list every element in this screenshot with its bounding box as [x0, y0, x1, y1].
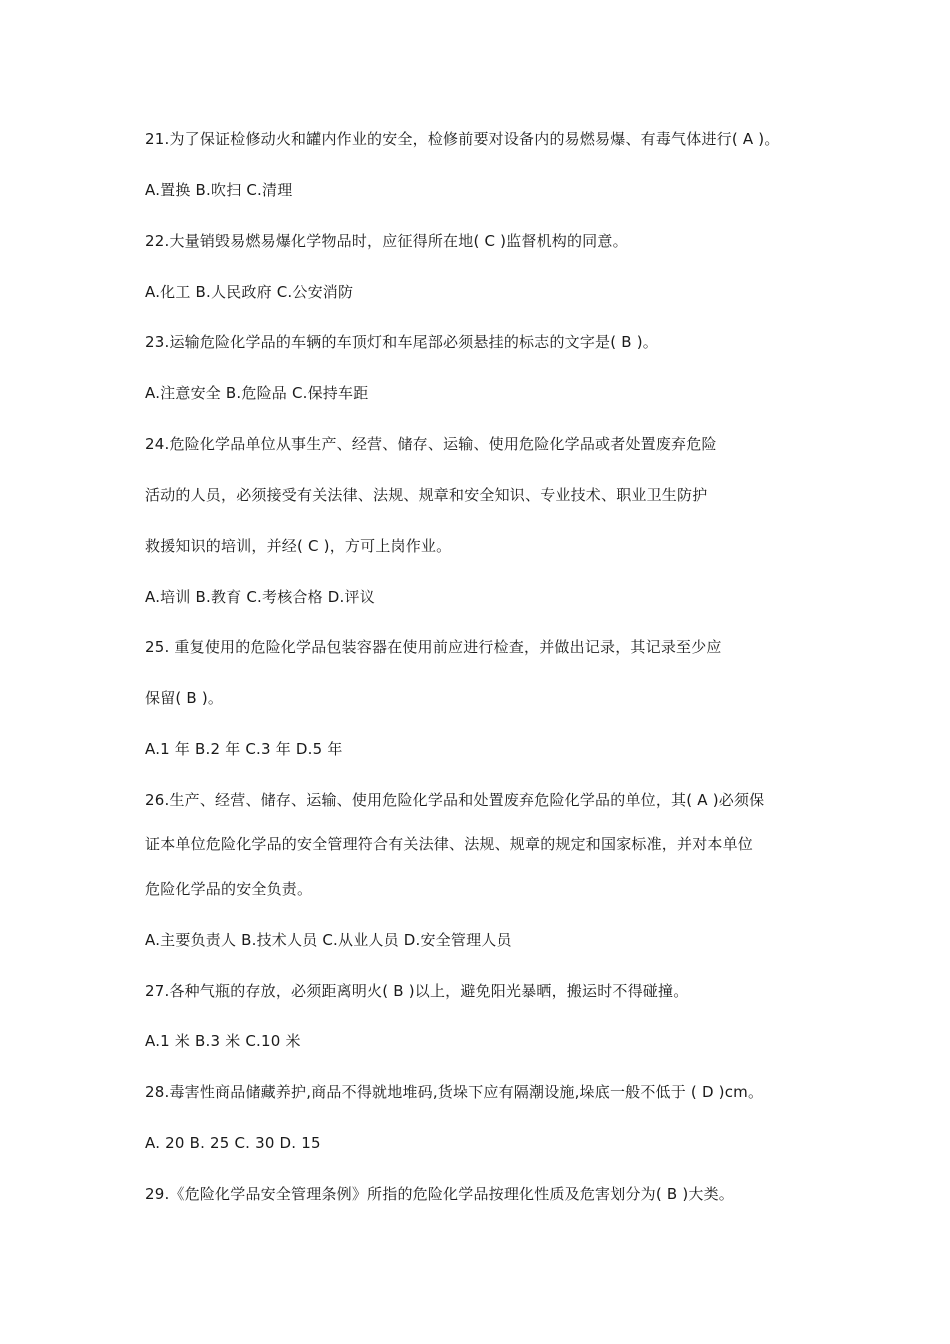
question-29: 29.《危险化学品安全管理条例》所指的危险化学品按理化性质及危害划分为( B )大类。 — [145, 1185, 734, 1203]
question-26-line-1: 26.生产、经营、储存、运输、使用危险化学品和处置废弃危险化学品的单位，其( A )必须保 — [145, 791, 765, 809]
options-24: A.培训 B.教育 C.考核合格 D.评议 — [145, 588, 375, 606]
question-25-line-1: 25. 重复使用的危险化学品包装容器在使用前应进行检查，并做出记录，其记录至少应 — [145, 638, 722, 656]
options-22: A.化工 B.人民政府 C.公安消防 — [145, 283, 354, 301]
question-26-line-3: 危险化学品的安全负责。 — [145, 880, 313, 898]
question-26-line-2: 证本单位危险化学品的安全管理符合有关法律、法规、规章的规定和国家标准，并对本单位 — [145, 835, 754, 853]
question-28: 28.毒害性商品储藏养护,商品不得就地堆码,货垛下应有隔潮设施,垛底一般不低于 ( D )cm。 — [145, 1083, 764, 1101]
question-21: 21.为了保证检修动火和罐内作业的安全，检修前要对设备内的易燃易爆、有毒气体进行( A )。 — [145, 130, 780, 148]
options-27: A.1 米 B.3 米 C.10 米 — [145, 1032, 301, 1050]
options-25: A.1 年 B.2 年 C.3 年 D.5 年 — [145, 740, 343, 758]
options-28: A. 20 B. 25 C. 30 D. 15 — [145, 1134, 321, 1152]
options-26: A.主要负责人 B.技术人员 C.从业人员 D.安全管理人员 — [145, 931, 512, 949]
question-23: 23.运输危险化学品的车辆的车顶灯和车尾部必须悬挂的标志的文字是( B )。 — [145, 333, 658, 351]
question-24-line-3: 救援知识的培训，并经( C )，方可上岗作业。 — [145, 537, 452, 555]
options-23: A.注意安全 B.危险品 C.保持车距 — [145, 384, 369, 402]
question-24-line-2: 活动的人员，必须接受有关法律、法规、规章和安全知识、专业技术、职业卫生防护 — [145, 486, 708, 504]
question-25-line-2: 保留( B )。 — [145, 689, 224, 707]
question-24-line-1: 24.危险化学品单位从事生产、经营、储存、运输、使用危险化学品或者处置废弃危险 — [145, 435, 717, 453]
options-21: A.置换 B.吹扫 C.清理 — [145, 181, 293, 199]
question-22: 22.大量销毁易燃易爆化学物品时，应征得所在地( C )监督机构的同意。 — [145, 232, 628, 250]
question-27: 27.各种气瓶的存放，必须距离明火( B )以上，避免阳光暴晒，搬运时不得碰撞。 — [145, 982, 689, 1000]
